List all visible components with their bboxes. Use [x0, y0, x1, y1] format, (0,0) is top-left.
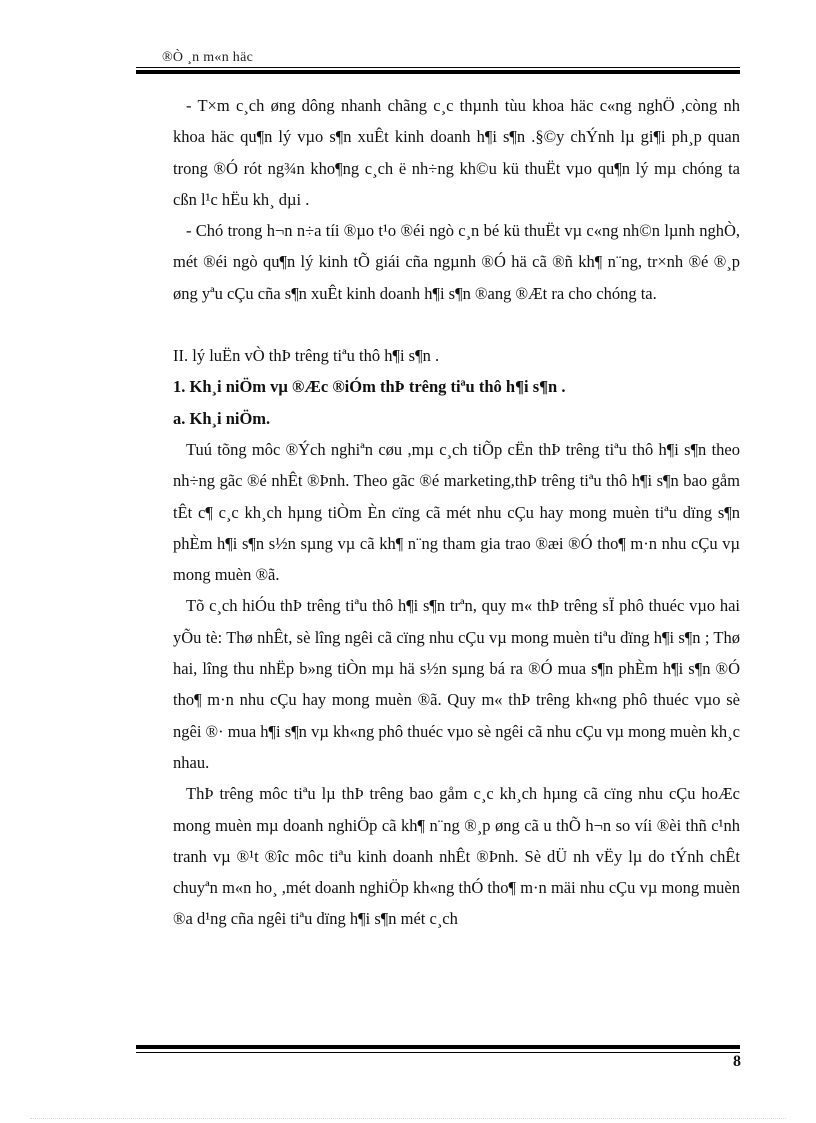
header-rule-thick — [136, 70, 740, 74]
subsection-heading: 1. Kh¸i niÖm vµ ®Æc ®iÓm thÞ trêng tiªu thô h¶i s¶n . — [173, 377, 566, 397]
footer-rule-thin — [136, 1052, 740, 1053]
body-paragraph-3: ThÞ trêng môc tiªu lµ thÞ trêng bao gåm c¸c kh¸ch hµng cã cïng nhu cÇu hoÆc mong muèn mµ doanh nghiÖp cã kh¶ n¨ng ®¸p øng cã u thÕ h¬n so víi ®èi thñ c¹nh tranh vµ ®¹t ®îc môc tiªu kinh doanh nhÊt ®Þnh. Sè dÜ nh vËy lµ do tÝnh chÊt chuyªn m«n ho¸ ,mét doanh nghiÖp kh«ng thÓ tho¶ m·n mäi nhu cÇu vµ mong muèn ®a d¹ng cña ngêi tiªu dïng h¶i s¶n mét c¸ch — [173, 784, 740, 929]
page-number: 8 — [733, 1053, 741, 1070]
body-paragraph-1: Tuú tõng môc ®Ých nghiªn cøu ,mµ c¸ch tiÕp cËn thÞ trêng tiªu thô h¶i s¶n theo nh÷ng gãc ®é nhÊt ®Þnh. Theo gãc ®é marketing,thÞ trêng tiªu thô h¶i s¶n bao gåm tÊt c¶ c¸c kh¸ch hµng tiÒm Èn cïng cã mét nhu cÇu hay mong muèn tiªu dïng s¶n phÈm h¶i s¶n s½n sµng vµ cã kh¶ n¨ng tham gia trao ®æi ®Ó tho¶ m·n nhu cÇu vµ mong muèn ®ã. — [173, 439, 740, 585]
running-header-title: ®Ò ¸n m«n häc — [162, 50, 254, 65]
body-text — [173, 90, 740, 935]
subsubsection-heading: a. Kh¸i niÖm. — [173, 408, 271, 428]
footer-rule-thick — [136, 1045, 740, 1049]
paragraph-1: - T×m c¸ch øng dông nhanh chãng c¸c thµnh tùu khoa häc c«ng nghÖ ,còng nh khoa häc qu¶n lý vµo s¶n xuÊt kinh doanh h¶i s¶n .§©y chÝnh lµ gi¶i ph¸p quan trong ®Ó rót ng¾n kho¶ng c¸ch ë nh÷ng kh©u kü thuËt vµo qu¶n lý mµ chóng ta cßn l¹c hËu kh¸ dµi . — [173, 96, 740, 209]
section-heading: II. lý luËn vÒ thÞ trêng tiªu thô h¶i s¶n . — [173, 346, 440, 366]
header-rule-thin — [136, 67, 740, 68]
body-paragraph-2: Tõ c¸ch hiÓu thÞ trêng tiªu thô h¶i s¶n trªn, quy m« thÞ trêng sÏ phô thuéc vµo hai yÕu tè: Thø nhÊt, sè lîng ngêi cã cïng nhu cÇu vµ mong muèn tiªu dïng h¶i s¶n ; Thø hai, lîng thu nhËp b»ng tiÒn mµ hä s½n sµng bá ra ®Ó mua s¶n phÈm h¶i s¶n ®Ó tho¶ m·n nhu cÇu hay mong muèn ®ã. Quy m« thÞ trêng kh«ng phô thuéc vµo sè ngêi ®· mua h¶i s¶n vµ kh«ng phô thuéc vµo sè ngêi cã nhu cÇu vµ mong muèn kh¸c nhau. — [173, 596, 740, 772]
paragraph-2: - Chó trong h¬n n÷a tíi ®µo t¹o ®éi ngò c¸n bé kü thuËt vµ c«ng nh©n lµnh nghÒ, mét ®éi ngò qu¶n lý kinh tÕ giái cña ngµnh ®Ó hä cã ®ñ kh¶ n¨ng, tr×nh ®é ®¸p øng yªu cÇu cña s¶n xuÊt kinh doanh h¶i s¶n ®ang ®Æt ra cho chóng ta. — [173, 221, 740, 303]
page-edge-divider — [30, 1118, 786, 1119]
